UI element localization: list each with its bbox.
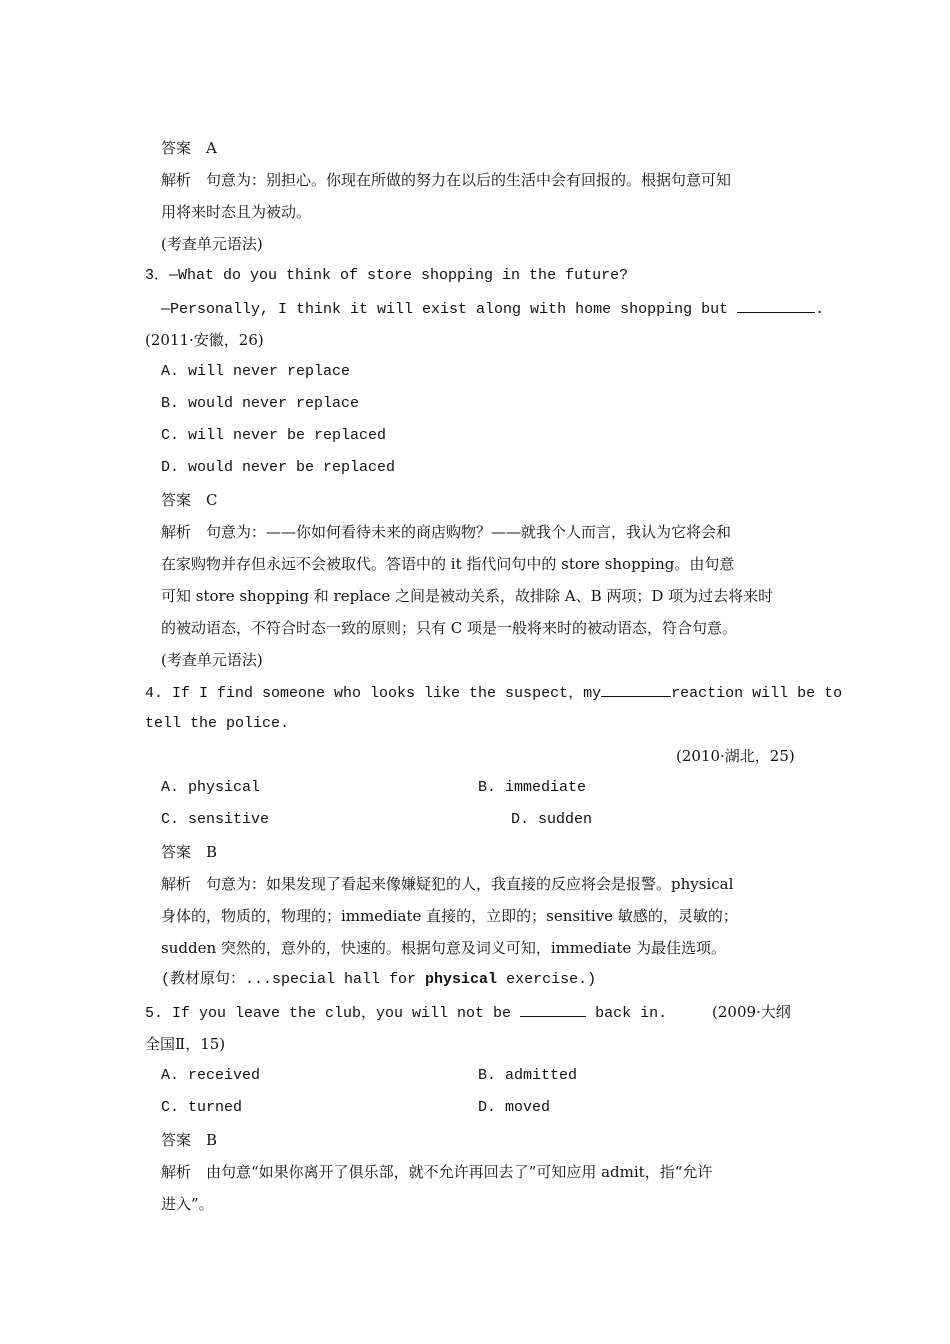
q4-question-line2: tell the police. [145, 715, 290, 732]
q5-analysis-line2: 进入”。 [161, 1195, 214, 1213]
q5-option-a: A. received [161, 1067, 261, 1084]
q3-option-d: D. would never be replaced [161, 459, 396, 476]
q5-option-c: C. turned [161, 1099, 243, 1116]
q3-analysis-line2: 在家购物并存但永远不会被取代。答语中的 it 指代问句中的 store shopping。由句意 [161, 555, 735, 573]
q3-note: (考查单元语法) [161, 651, 263, 669]
q5-question-line1: 5. If you leave the club，you will not be back in. [145, 1002, 667, 1024]
q2-note: (考查单元语法) [161, 235, 263, 253]
q3-blank [737, 298, 815, 313]
q5-analysis-line1: 解析 由句意“如果你离开了俱乐部，就不允许再回去了”可知应用 admit，指“允许 [161, 1163, 713, 1181]
q4-analysis-line2: 身体的，物质的，物理的；immediate 直接的，立即的；sensitive 敏感的，灵敏的； [161, 907, 738, 925]
q3-answer: 答案 C [161, 491, 218, 509]
q3-analysis-line4: 的被动语态，不符合时态一致的原则；只有 C 项是一般将来时的被动语态，符合句意。 [161, 619, 738, 637]
q3-source: (2011·安徽，26) [145, 331, 264, 349]
q3-analysis-line3: 可知 store shopping 和 replace 之间是被动关系，故排除 A、B 两项；D 项为过去将来时 [161, 587, 774, 605]
q4-analysis-line3: sudden 突然的，意外的，快速的。根据句意及词义可知，immediate 为最佳选项。 [161, 939, 727, 957]
q5-option-d: D. moved [478, 1099, 551, 1116]
q3-analysis-line1: 解析 句意为：——你如何看待未来的商店购物？——就我个人而言，我认为它将会和 [161, 523, 732, 541]
q4-option-d: D. sudden [511, 811, 593, 828]
q4-blank [601, 682, 671, 697]
q5-source-part1: (2009·大纲 [712, 1003, 791, 1021]
q4-option-b: B. immediate [478, 779, 587, 796]
q2-analysis-line2: 用将来时态且为被动。 [161, 203, 312, 221]
q5-source-part2: 全国Ⅱ，15) [145, 1035, 226, 1053]
q3-question-line1: 3．—What do you think of store shopping in the future? [145, 267, 629, 284]
q4-analysis-line1: 解析 句意为：如果发现了看起来像嫌疑犯的人，我直接的反应将会是报警。physical [161, 875, 734, 893]
q2-answer: 答案 A [161, 139, 217, 157]
q5-option-b: B. admitted [478, 1067, 578, 1084]
q5-answer: 答案 B [161, 1131, 218, 1149]
q3-option-a: A. will never replace [161, 363, 351, 380]
q4-question-line1: 4. If I find someone who looks like the suspect，my reaction will be to [145, 682, 842, 704]
q3-option-b: B. would never replace [161, 395, 360, 412]
q5-blank [520, 1002, 586, 1017]
q4-option-a: A. physical [161, 779, 261, 796]
q4-textbook-note: (教材原句：...special hall for physical exercise.) [161, 971, 597, 988]
q4-answer: 答案 B [161, 843, 218, 861]
q3-question-line2: —Personally, I think it will exist along with home shopping but . [161, 298, 824, 320]
q4-textbook-bold-word: physical [425, 971, 498, 988]
q3-option-c: C. will never be replaced [161, 427, 387, 444]
q2-analysis-line1: 解析 句意为：别担心。你现在所做的努力在以后的生活中会有回报的。根据句意可知 [161, 171, 732, 189]
q4-source: (2010·湖北，25) [676, 747, 795, 765]
q4-option-c: C. sensitive [161, 811, 270, 828]
